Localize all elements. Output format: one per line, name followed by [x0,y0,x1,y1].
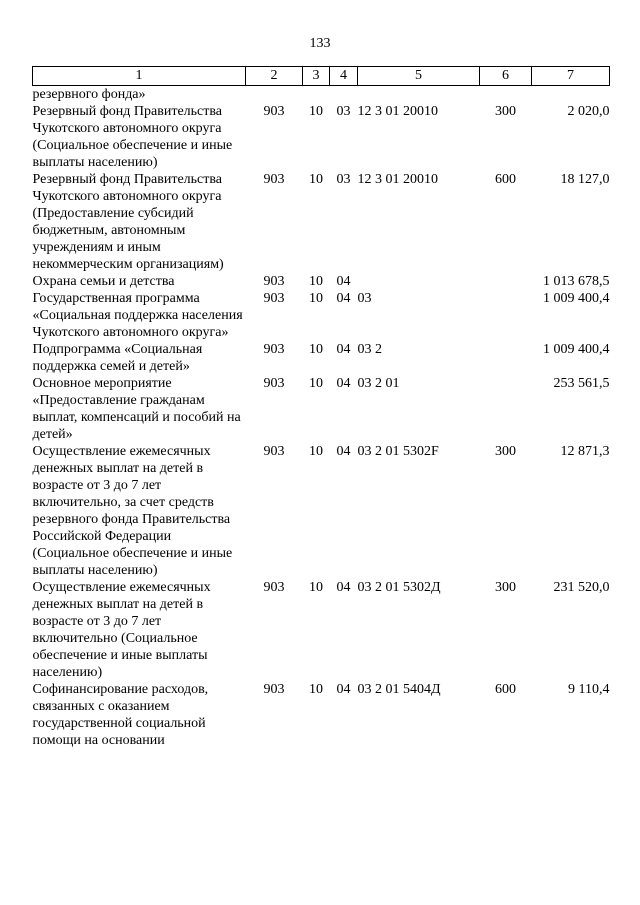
row-amount: 12 871,3 [560,444,610,459]
table-body [33,86,610,750]
row-subsection: 04 [336,682,351,697]
row-target-article: 03 [357,291,372,306]
header-col-7: 7 [532,67,610,86]
row-subsection: 03 [336,172,351,187]
row-expense-type [480,375,532,443]
row-expense-type: 300 [495,104,516,119]
row-target-article: 12 3 01 20010 [357,104,438,119]
header-col-4: 4 [330,67,358,86]
row-ved-code: 903 [263,104,285,119]
header-col-2: 2 [246,67,303,86]
row-name: резервного фонда» [32,87,146,102]
row-amount: 1 009 400,4 [543,342,610,357]
row-section: 10 [309,342,323,357]
row-expense-type [480,273,532,290]
row-target-article: 03 2 [357,342,382,357]
row-amount: 231 520,0 [553,580,610,595]
row-subsection [330,86,358,104]
header-col-5: 5 [358,67,480,86]
row-name: Государственная программа «Социальная поддержка населения Чукотского автономного округа» [32,291,243,340]
row-subsection: 04 [336,580,351,595]
row-expense-type: 300 [495,444,516,459]
row-subsection: 03 [336,104,351,119]
row-section [303,86,330,104]
row-ved-code: 903 [263,172,285,187]
row-target-article: 03 2 01 5302Д [357,580,441,595]
row-target-article: 03 2 01 5404Д [357,682,441,697]
row-target-article: 03 2 01 [357,376,400,391]
row-expense-type: 600 [495,172,516,187]
row-ved-code: 903 [263,580,285,595]
row-section: 10 [309,444,323,459]
table-row [33,579,610,681]
budget-table [32,66,610,749]
row-ved-code: 903 [263,291,285,306]
row-ved-code: 903 [263,376,285,391]
row-subsection: 04 [336,444,351,459]
row-subsection: 04 [336,342,351,357]
header-col-1: 1 [33,67,246,86]
row-name: Осуществление ежемесячных денежных выплат на детей в возрасте от 3 до 7 лет включительно, за счет средств резервного фонда Правительства Российской Федерации (Социальное обеспечение и иные выплаты населению) [32,444,233,578]
row-ved-code: 903 [263,444,285,459]
row-name: Софинансирование расходов, связанных с оказанием государственной социальной помощи на основании [32,682,209,748]
row-expense-type [480,86,532,104]
table-row [33,290,610,341]
row-subsection: 04 [336,291,351,306]
page-number: 133 [309,36,331,51]
row-name: Охрана семьи и детства [32,274,175,289]
row-amount [532,86,610,104]
table-header [33,67,610,86]
row-target-article: 12 3 01 20010 [357,172,438,187]
row-name: Основное мероприятие «Предоставление гражданам выплат, компенсаций и пособий на детей» [32,376,241,442]
row-section: 10 [309,682,323,697]
row-name: Резервный фонд Правительства Чукотского автономного округа (Социальное обеспечение и иные выплаты населению) [32,104,233,170]
row-ved-code: 903 [263,682,285,697]
header-col-6: 6 [480,67,532,86]
row-target-article [358,273,480,290]
row-expense-type: 600 [495,682,516,697]
header-col-3: 3 [303,67,330,86]
row-section: 10 [309,580,323,595]
row-section: 10 [309,376,323,391]
row-name: Резервный фонд Правительства Чукотского автономного округа (Предоставление субсидий бюджетным, автономным учреждениям и иным некоммерческим организациям) [32,172,224,272]
row-section: 10 [309,291,323,306]
row-amount: 9 110,4 [568,682,610,697]
row-ved-code [246,86,303,104]
table-row [33,103,610,171]
table-row [33,681,610,749]
row-section: 10 [309,104,323,119]
table-row [33,341,610,375]
row-expense-type [480,341,532,375]
row-ved-code: 903 [263,274,285,289]
table-row [33,375,610,443]
table-row [33,86,610,104]
row-target-article [358,86,480,104]
table-row [33,171,610,273]
row-amount: 1 013 678,5 [543,274,610,289]
row-amount: 253 561,5 [553,376,610,391]
table-row [33,273,610,290]
row-ved-code: 903 [263,342,285,357]
row-section: 10 [309,172,323,187]
row-expense-type: 300 [495,580,516,595]
row-name: Осуществление ежемесячных денежных выплат на детей в возрасте от 3 до 7 лет включительно (Социальное обеспечение и иные выплаты населению) [32,580,211,680]
row-subsection: 04 [336,376,351,391]
row-amount: 1 009 400,4 [543,291,610,306]
row-subsection: 04 [336,274,351,289]
row-target-article: 03 2 01 5302F [357,444,439,459]
table-row [33,443,610,579]
row-amount: 18 127,0 [560,172,610,187]
row-expense-type [480,290,532,341]
row-section: 10 [309,274,323,289]
row-name: Подпрограмма «Социальная поддержка семей и детей» [32,342,203,374]
row-amount: 2 020,0 [567,104,610,119]
